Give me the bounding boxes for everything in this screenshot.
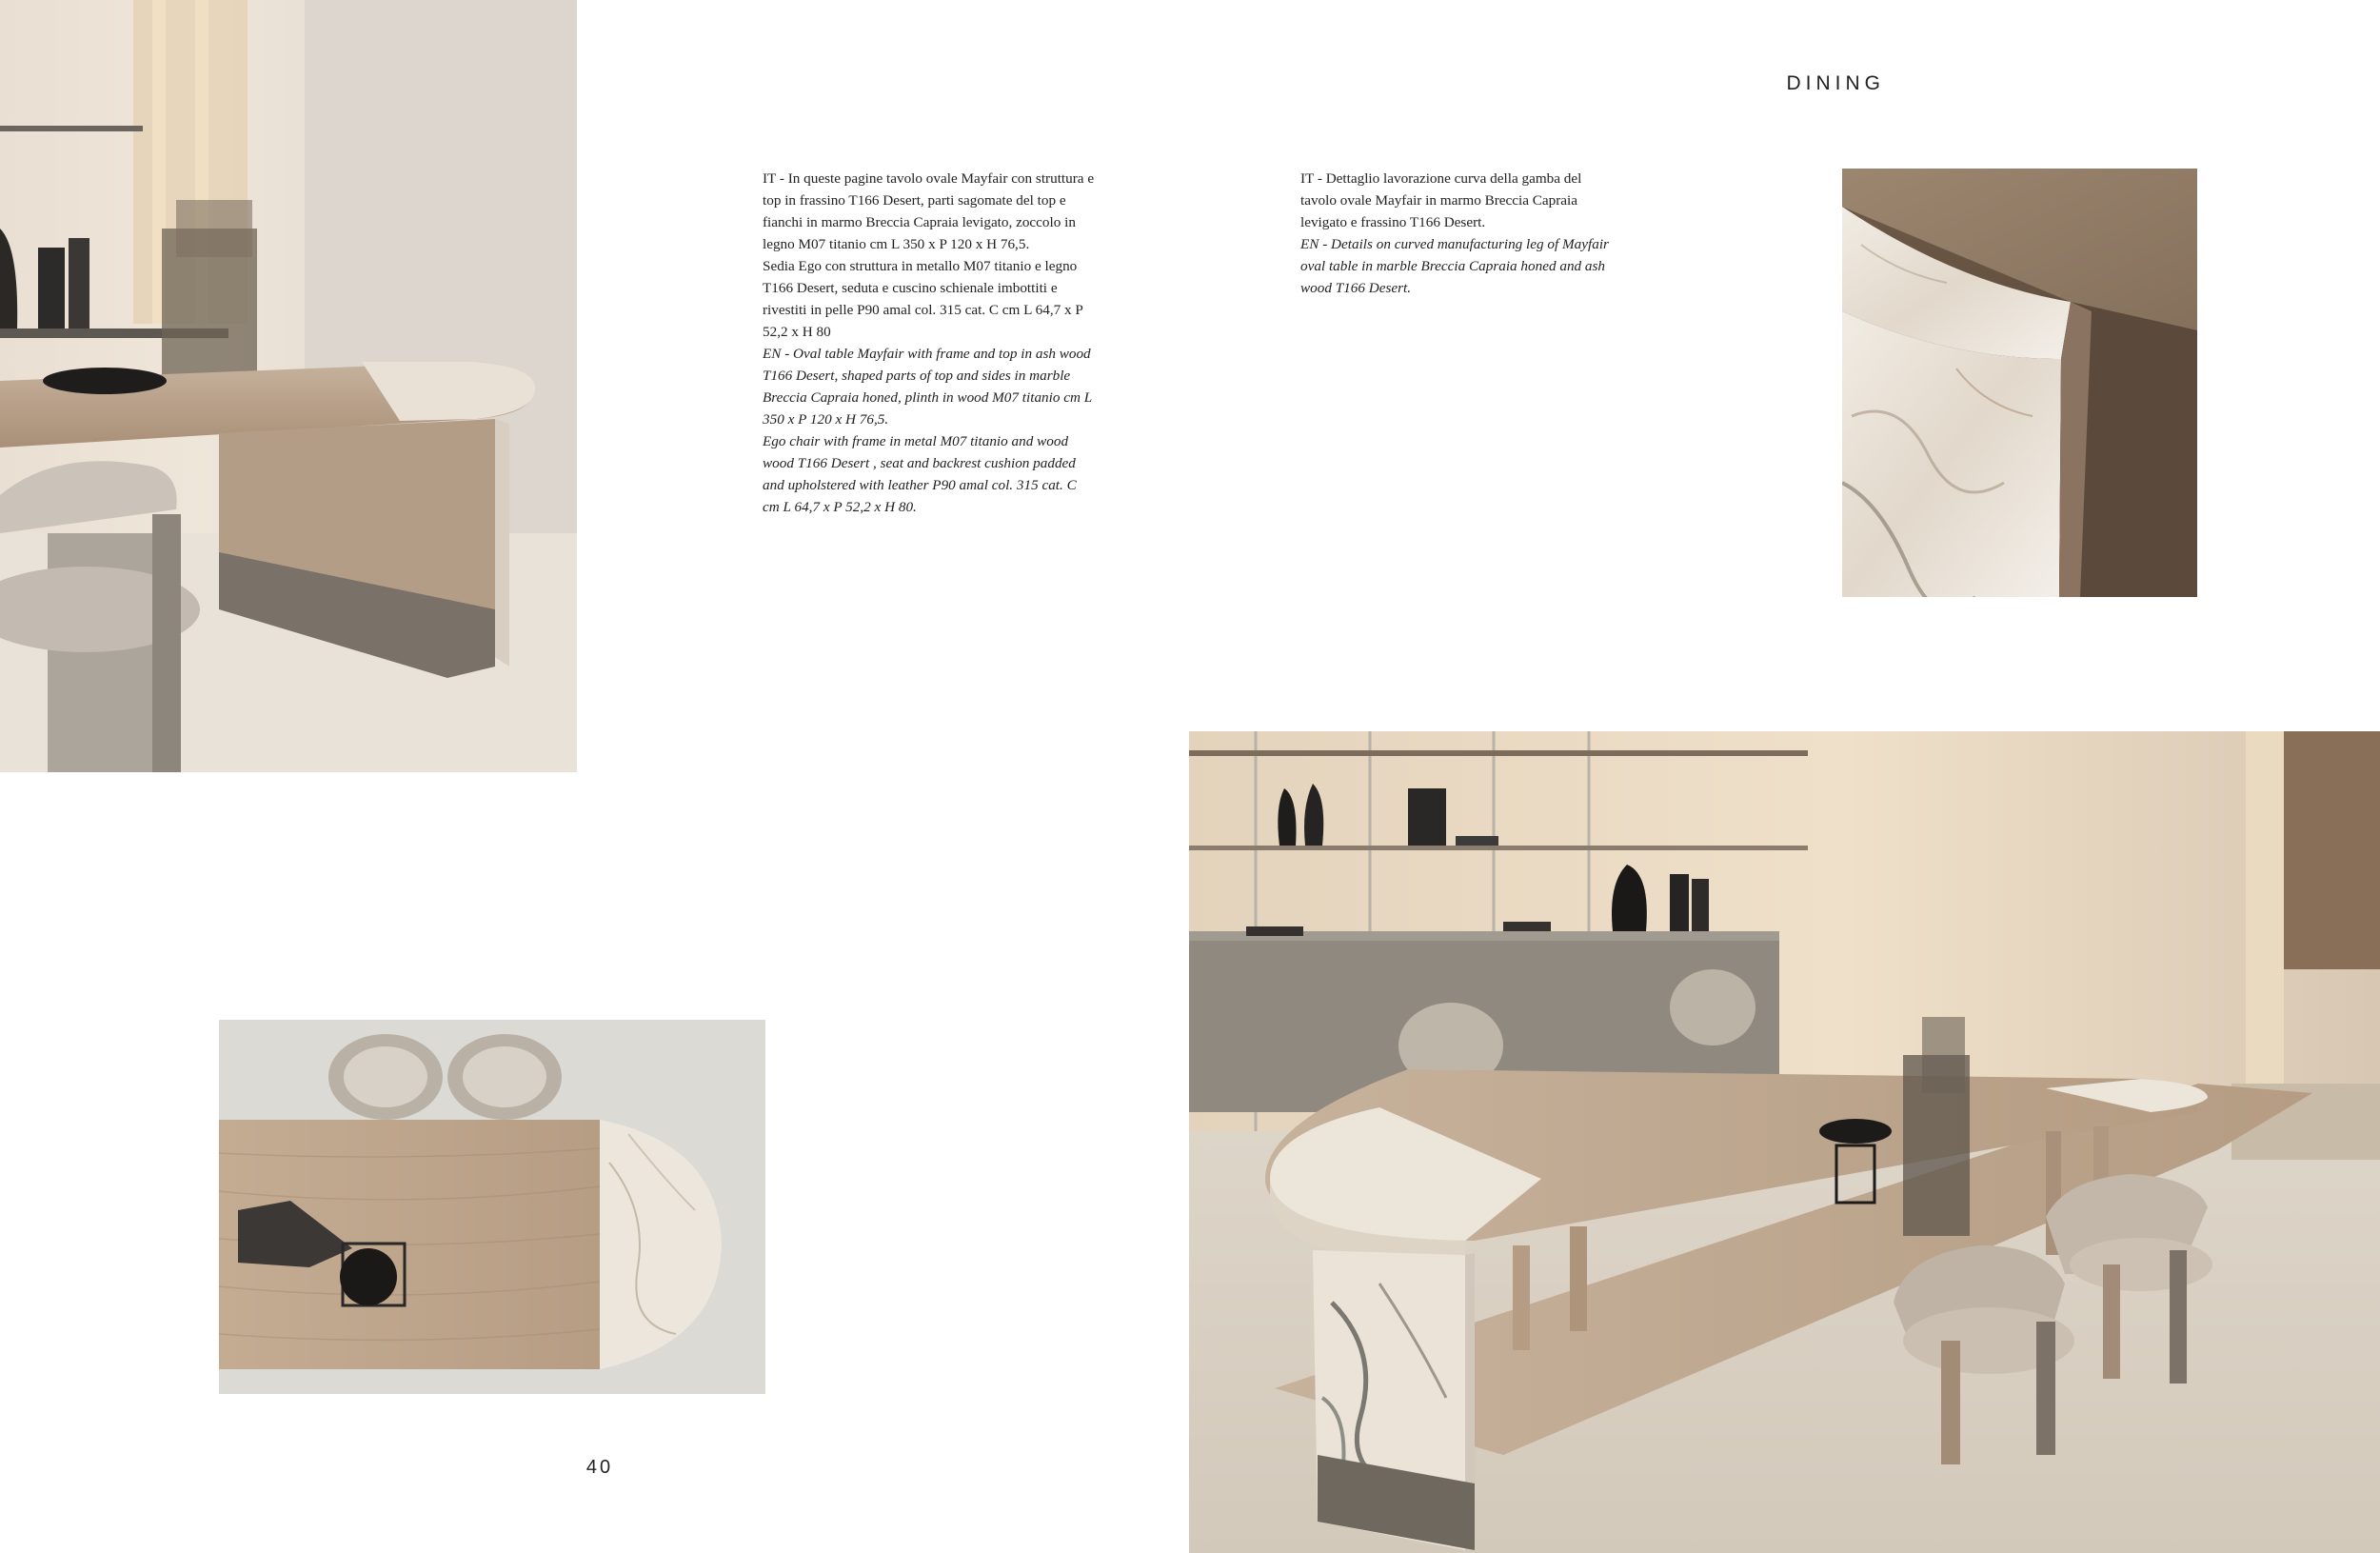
caption-left-it-chair: Sedia Ego con struttura in metallo M07 titanio e legno T166 Desert, seduta e cuscino schienale imbottiti e rivestiti in pelle P90 amal col. 315 cat. C cm L 64,7 x P 52,2 x H 80 [763, 258, 1083, 340]
photo-table-top-view [219, 1020, 765, 1394]
section-title: DINING [1786, 72, 1885, 94]
caption-left-en-table: EN - Oval table Mayfair with frame and top in ash wood T166 Desert, shaped parts of top and sides in marble Breccia Capraia honed, plinth in wood M07 titanio cm L 350 x P 120 x H 76,5. [763, 346, 1092, 428]
caption-right-en-detail: EN - Details on curved manufacturing leg of Mayfair oval table in marble Breccia Capraia honed and ash wood T166 Desert. [1300, 236, 1609, 296]
photo-dining-room [1189, 731, 2380, 1553]
caption-left-it-table: IT - In queste pagine tavolo ovale Mayfair con struttura e top in frassino T166 Desert, parti sagomate del top e fianchi in marmo Breccia Capraia levigato, zoccolo in legno M07 titanio cm L 350 x P 120 x H 76,5. [763, 170, 1095, 252]
caption-left [763, 168, 1096, 518]
caption-left-en-chair: Ego chair with frame in metal M07 titanio and wood wood T166 Desert , seat and backrest cushion padded and upholstered with leather P90 amal col. 315 cat. C cm L 64,7 x P 52,2 x H 80. [763, 433, 1077, 515]
caption-right-it-detail: IT - Dettaglio lavorazione curva della gamba del tavolo ovale Mayfair in marmo Breccia Capraia levigato e frassino T166 Desert. [1300, 170, 1582, 230]
caption-right [1300, 168, 1615, 299]
photo-dining-table-chair [0, 0, 577, 772]
photo-leg-detail [1842, 169, 2197, 597]
page-number: 40 [585, 1457, 614, 1478]
